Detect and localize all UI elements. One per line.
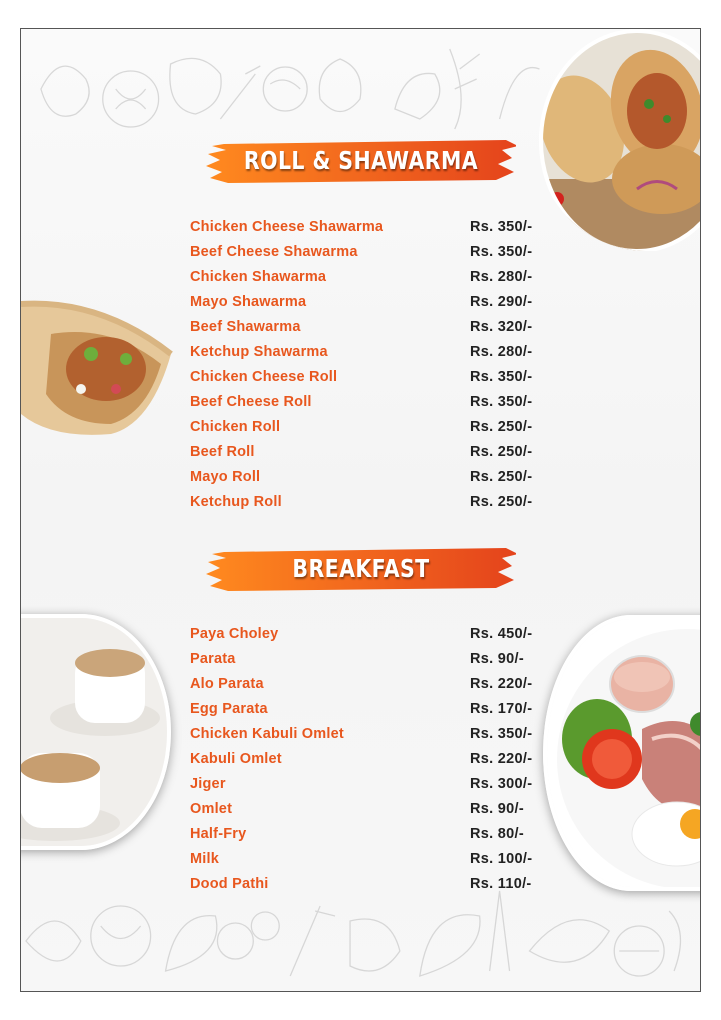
menu-item-price: Rs. 90/-: [470, 801, 524, 817]
menu-item-row: [190, 649, 550, 674]
menu-item-price: Rs. 220/-: [470, 676, 533, 692]
menu-item-price: Rs. 100/-: [470, 851, 533, 867]
menu-item-name: Beef Cheese Shawarma: [190, 244, 358, 260]
menu-item-price: Rs. 280/-: [470, 344, 533, 360]
menu-item-name: Mayo Roll: [190, 469, 261, 485]
menu-item-price: Rs. 280/-: [470, 269, 533, 285]
menu-item-row: [190, 242, 550, 267]
menu-item-name: Chicken Roll: [190, 419, 281, 435]
menu-item-row: [190, 267, 550, 292]
menu-item-name: Chicken Cheese Shawarma: [190, 219, 384, 235]
menu-item-price: Rs. 220/-: [470, 751, 533, 767]
menu-item-name: Mayo Shawarma: [190, 294, 307, 310]
menu-item-price: Rs. 250/-: [470, 469, 533, 485]
menu-item-price: Rs. 290/-: [470, 294, 533, 310]
menu-item-name: Jiger: [190, 776, 226, 792]
menu-item-row: [190, 442, 550, 467]
menu-item-name: Beef Roll: [190, 444, 255, 460]
menu-item-row: [190, 392, 550, 417]
menu-item-name: Egg Parata: [190, 701, 268, 717]
menu-list-roll-shawarma: [190, 217, 550, 517]
menu-item-row: [190, 799, 550, 824]
menu-item-name: Ketchup Shawarma: [190, 344, 328, 360]
menu-item-name: Chicken Shawarma: [190, 269, 327, 285]
tea-cups-photo: [20, 614, 171, 850]
rolls-photo: [537, 29, 701, 251]
menu-item-row: [190, 492, 550, 517]
menu-item-row: [190, 749, 550, 774]
menu-item-price: Rs. 170/-: [470, 701, 533, 717]
menu-item-price: Rs. 350/-: [470, 244, 533, 260]
menu-item-row: [190, 624, 550, 649]
menu-item-name: Half-Fry: [190, 826, 247, 842]
menu-item-price: Rs. 90/-: [470, 651, 524, 667]
menu-item-name: Chicken Kabuli Omlet: [190, 726, 344, 742]
menu-item-row: [190, 342, 550, 367]
menu-item-price: Rs. 350/-: [470, 726, 533, 742]
menu-item-price: Rs. 80/-: [470, 826, 524, 842]
menu-item-row: [190, 317, 550, 342]
menu-item-name: Dood Pathi: [190, 876, 269, 892]
menu-item-price: Rs. 250/-: [470, 419, 533, 435]
menu-item-row: [190, 292, 550, 317]
menu-page: [20, 28, 701, 992]
menu-item-name: Beef Cheese Roll: [190, 394, 312, 410]
breakfast-plate-photo: [543, 615, 701, 891]
section-title: ROLL & SHAWARMA: [243, 146, 479, 175]
menu-item-name: Chicken Cheese Roll: [190, 369, 338, 385]
shawarma-wrap-photo: [21, 294, 181, 444]
menu-item-price: Rs. 110/-: [470, 876, 532, 892]
menu-item-price: Rs. 450/-: [470, 626, 533, 642]
menu-item-price: Rs. 350/-: [470, 369, 533, 385]
menu-item-row: [190, 367, 550, 392]
menu-item-row: [190, 824, 550, 849]
menu-item-name: Paya Choley: [190, 626, 279, 642]
menu-item-row: [190, 674, 550, 699]
menu-item-name: Milk: [190, 851, 219, 867]
section-title: BREAKFAST: [292, 554, 430, 583]
section-banner-roll-shawarma: [206, 136, 516, 186]
menu-item-row: [190, 774, 550, 799]
menu-item-price: Rs. 250/-: [470, 444, 533, 460]
menu-item-row: [190, 217, 550, 242]
menu-item-row: [190, 699, 550, 724]
menu-item-name: Kabuli Omlet: [190, 751, 282, 767]
menu-item-row: [190, 467, 550, 492]
menu-item-name: Omlet: [190, 801, 233, 817]
menu-item-name: Alo Parata: [190, 676, 264, 692]
menu-item-price: Rs. 320/-: [470, 319, 533, 335]
menu-item-name: Parata: [190, 651, 236, 667]
menu-item-name: Beef Shawarma: [190, 319, 301, 335]
section-banner-breakfast: [206, 544, 516, 594]
menu-item-price: Rs. 250/-: [470, 494, 533, 510]
menu-item-price: Rs. 350/-: [470, 219, 533, 235]
menu-item-price: Rs. 350/-: [470, 394, 533, 410]
menu-item-row: [190, 874, 550, 899]
menu-item-price: Rs. 300/-: [470, 776, 533, 792]
menu-item-row: [190, 417, 550, 442]
menu-item-name: Ketchup Roll: [190, 494, 282, 510]
menu-item-row: [190, 724, 550, 749]
menu-list-breakfast: [190, 624, 550, 899]
menu-item-row: [190, 849, 550, 874]
